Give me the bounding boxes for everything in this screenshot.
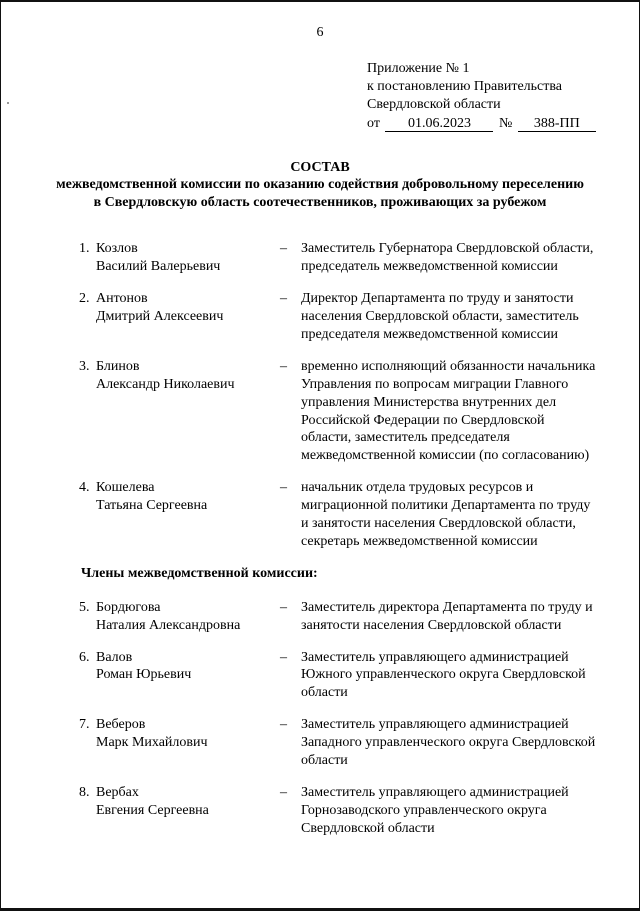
appendix-block <box>367 60 607 133</box>
dash-separator: – <box>280 291 287 307</box>
member-row-8 <box>79 784 597 838</box>
member-row-1 <box>79 240 597 276</box>
member-name <box>96 290 280 344</box>
member-row-6 <box>79 649 597 703</box>
dash-separator: – <box>280 599 287 615</box>
member-role: начальник отдела трудовых ресурсов и миграционной политики Департамента по труду и занятости населения Свердловской области, секретарь межведомственной комиссии <box>301 480 591 549</box>
member-given-names: Наталия Александровна <box>96 617 241 633</box>
member-role: временно исполняющий обязанности начальника Управления по вопросам миграции Главного управления Министерства внутренних дел Российской Федерации по Свердловской области, заместитель председателя межведомственной комиссии (по согласованию) <box>301 358 596 464</box>
member-row-7 <box>79 716 597 770</box>
member-row-4 <box>79 479 597 551</box>
member-number: 3. <box>79 358 90 374</box>
member-role: Заместитель директора Департамента по труду и занятости населения Свердловской области <box>301 599 593 633</box>
member-number: 2. <box>79 291 90 307</box>
member-given-names: Татьяна Сергеевна <box>96 498 208 514</box>
dash-separator: – <box>280 358 287 374</box>
member-row-5 <box>79 599 597 635</box>
member-role: Директор Департамента по труду и занятости населения Свердловской области, заместитель председателя межведомственной комиссии <box>301 291 579 342</box>
dash-separator: – <box>280 241 287 257</box>
member-number: 4. <box>79 480 90 496</box>
appendix-doc-number: 388-ПП <box>533 115 580 131</box>
appendix-line-3: Свердловской области <box>367 96 501 112</box>
member-surname: Веберов <box>96 717 146 733</box>
number-sign: № <box>498 115 513 131</box>
member-surname: Вербах <box>96 785 139 800</box>
date-prefix: от <box>367 115 380 131</box>
dash-separator: – <box>280 649 287 665</box>
date-blank <box>385 116 493 132</box>
member-given-names: Дмитрий Алексеевич <box>96 308 224 324</box>
member-role: Заместитель Губернатора Свердловской области, председатель межведомственной комиссии <box>301 241 594 275</box>
member-role: Заместитель управляющего администрацией Горнозаводского управленческого округа Свердловской области <box>301 785 569 836</box>
title-heading: СОСТАВ <box>290 159 350 175</box>
member-number: 7. <box>79 717 90 733</box>
member-number: 1. <box>79 241 90 257</box>
appendix-line-1: Приложение № 1 <box>367 60 470 76</box>
member-number: 8. <box>79 785 90 800</box>
member-role: Заместитель управляющего администрацией Южного управленческого округа Свердловской области <box>301 649 586 701</box>
member-surname: Блинов <box>96 358 140 374</box>
number-blank <box>518 116 596 132</box>
member-surname: Антонов <box>96 291 148 307</box>
member-name <box>96 599 280 635</box>
member-given-names: Евгения Сергеевна <box>96 802 209 818</box>
members-list <box>1 240 639 837</box>
document-title-block <box>1 159 639 213</box>
member-surname: Козлов <box>96 241 138 257</box>
dash-separator: – <box>280 785 287 800</box>
member-given-names: Роман Юрьевич <box>96 667 192 683</box>
member-number: 5. <box>79 599 90 615</box>
member-role: Заместитель управляющего администрацией Западного управленческого округа Свердловской области <box>301 717 596 769</box>
member-given-names: Василий Валерьевич <box>96 259 221 275</box>
dash-separator: – <box>280 717 287 733</box>
member-name <box>96 716 280 770</box>
title-subtitle-line-1: межведомственной комиссии по оказанию содействия добровольному переселению <box>56 177 584 193</box>
page-number: 6 <box>316 25 324 40</box>
appendix-date-line <box>367 115 607 133</box>
member-surname: Кошелева <box>96 480 155 496</box>
title-subtitle-line-2: в Свердловскую область соотечественников, проживающих за рубежом <box>93 195 547 211</box>
member-name <box>96 784 280 838</box>
member-row-3 <box>79 358 597 465</box>
appendix-line-2: к постановлению Правительства <box>367 78 563 94</box>
member-given-names: Марк Михайлович <box>96 735 208 751</box>
member-surname: Валов <box>96 649 133 665</box>
member-number: 6. <box>79 649 90 665</box>
member-name <box>96 358 280 465</box>
scan-artifact <box>7 102 9 104</box>
member-surname: Бордюгова <box>96 599 161 615</box>
member-row-2 <box>79 290 597 344</box>
member-name <box>96 649 280 703</box>
appendix-date: 01.06.2023 <box>407 115 471 131</box>
dash-separator: – <box>280 480 287 496</box>
member-given-names: Александр Николаевич <box>96 376 235 392</box>
member-name <box>96 240 280 276</box>
members-section-heading: Члены межведомственной комиссии: <box>81 565 318 581</box>
member-name <box>96 479 280 551</box>
